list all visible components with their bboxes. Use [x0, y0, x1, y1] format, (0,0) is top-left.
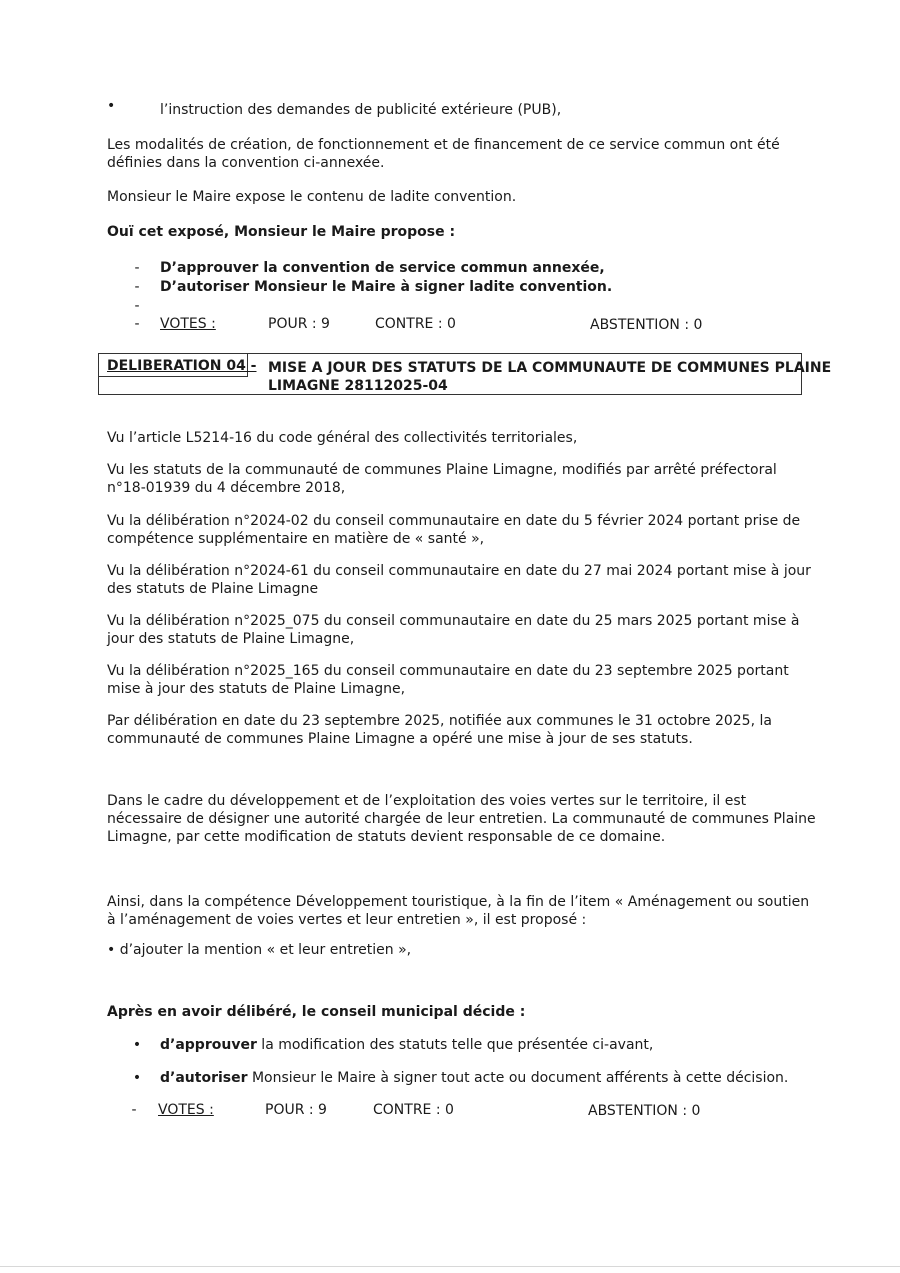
- decision-item: [130, 1069, 788, 1087]
- paragraph-line: Dans le cadre du développement et de l’exploitation des voies vertes sur le territoire, il est: [107, 793, 747, 809]
- decision-rest: la modification des statuts telle que présentée ci-avant,: [256, 1037, 654, 1053]
- paragraph-line: jour des statuts de Plaine Limagne,: [107, 631, 355, 647]
- bullet-marker: •: [132, 1037, 142, 1053]
- pub-bullet-text: l’instruction des demandes de publicité extérieure (PUB),: [160, 102, 562, 118]
- bullet-marker: •: [132, 1070, 142, 1086]
- proposal-item: [130, 259, 612, 278]
- scan-edge-line: [0, 1266, 900, 1267]
- oui-paragraph: Ouï cet exposé, Monsieur le Maire propose :: [107, 224, 456, 240]
- votes-pour: POUR : 9: [265, 1102, 327, 1118]
- vu-paragraph: [107, 461, 777, 497]
- dash-marker: -: [131, 1102, 137, 1118]
- proposal-item: [130, 278, 612, 297]
- modalites-paragraph: [107, 136, 780, 172]
- votes-contre: CONTRE : 0: [375, 316, 456, 332]
- votes-abstention: ABSTENTION : 0: [588, 1103, 701, 1119]
- deliberation-label: DELIBERATION 04 -: [107, 358, 257, 374]
- paragraph-line: Ainsi, dans la compétence Développement touristique, à la fin de l’item « Aménagement ou soutien: [107, 894, 810, 910]
- paragraph-line: définies dans la convention ci-annexée.: [107, 155, 385, 171]
- deliberation-title-line: LIMAGNE 28112025-04: [268, 378, 448, 394]
- deliberation-title: [268, 359, 831, 395]
- paragraph-line: Vu la délibération n°2025_165 du conseil communautaire en date du 23 septembre 2025 portant: [107, 663, 789, 679]
- proposal-item: [130, 297, 612, 316]
- paragraph-line: n°18-01939 du 4 décembre 2018,: [107, 480, 346, 496]
- votes-label: VOTES :: [160, 316, 216, 332]
- expose-paragraph: Monsieur le Maire expose le contenu de ladite convention.: [107, 189, 517, 205]
- vu-paragraph: Vu l’article L5214-16 du code général des collectivités territoriales,: [107, 430, 578, 446]
- paragraph-line: communauté de communes Plaine Limagne a opéré une mise à jour de ses statuts.: [107, 731, 693, 747]
- dash-marker: -: [134, 298, 140, 314]
- voies-vertes-paragraph: [107, 792, 816, 846]
- par-deliberation-paragraph: [107, 712, 772, 748]
- paragraph-line: Vu les statuts de la communauté de communes Plaine Limagne, modifiés par arrêté préfectoral: [107, 462, 777, 478]
- ajouter-bullet: • d’ajouter la mention « et leur entretien »,: [107, 942, 412, 958]
- votes-abstention: ABSTENTION : 0: [590, 317, 703, 333]
- dash-marker: -: [134, 316, 140, 332]
- decision-rest: Monsieur le Maire à signer tout acte ou document afférents à cette décision.: [247, 1070, 789, 1086]
- paragraph-line: nécessaire de désigner une autorité chargée de leur entretien. La communauté de communes Plaine: [107, 811, 816, 827]
- vu-paragraph: [107, 612, 799, 648]
- votes-contre: CONTRE : 0: [373, 1102, 454, 1118]
- dash-marker: -: [134, 279, 140, 295]
- vu-paragraph: [107, 562, 811, 598]
- deliberation-title-line: MISE A JOUR DES STATUTS DE LA COMMUNAUTE DE COMMUNES PLAINE: [268, 360, 832, 376]
- proposal-text: D’approuver la convention de service commun annexée,: [160, 260, 605, 276]
- dash-marker: -: [134, 260, 140, 276]
- decision-text: [160, 1036, 653, 1054]
- decision-text: [160, 1069, 788, 1087]
- paragraph-line: compétence supplémentaire en matière de « santé »,: [107, 531, 485, 547]
- decision-item: [130, 1036, 653, 1054]
- paragraph-line: à l’aménagement de voies vertes et leur entretien », il est proposé :: [107, 912, 587, 928]
- decision-verb: d’autoriser: [160, 1070, 248, 1086]
- vu-paragraph: [107, 662, 789, 698]
- paragraph-line: mise à jour des statuts de Plaine Limagne,: [107, 681, 406, 697]
- paragraph-line: des statuts de Plaine Limagne: [107, 581, 319, 597]
- decision-verb: d’approuver: [160, 1037, 257, 1053]
- paragraph-line: Limagne, par cette modification de statuts devient responsable de ce domaine.: [107, 829, 666, 845]
- proposal-list: [130, 259, 612, 316]
- votes-pour: POUR : 9: [268, 316, 330, 332]
- bullet-marker: •: [107, 98, 116, 114]
- paragraph-line: Vu la délibération n°2025_075 du conseil communautaire en date du 25 mars 2025 portant mise à: [107, 613, 800, 629]
- paragraph-line: Par délibération en date du 23 septembre 2025, notifiée aux communes le 31 octobre 2025, la: [107, 713, 772, 729]
- paragraph-line: Les modalités de création, de fonctionnement et de financement de ce service commun ont été: [107, 137, 780, 153]
- paragraph-line: Vu la délibération n°2024-02 du conseil communautaire en date du 5 février 2024 portant prise de: [107, 513, 801, 529]
- ainsi-paragraph: [107, 893, 809, 929]
- apres-paragraph: Après en avoir délibéré, le conseil municipal décide :: [107, 1004, 526, 1020]
- votes-label: VOTES :: [158, 1102, 214, 1118]
- vu-paragraph: [107, 512, 800, 548]
- proposal-text: D’autoriser Monsieur le Maire à signer ladite convention.: [160, 279, 613, 295]
- paragraph-line: Vu la délibération n°2024-61 du conseil communautaire en date du 27 mai 2024 portant mise à jour: [107, 563, 811, 579]
